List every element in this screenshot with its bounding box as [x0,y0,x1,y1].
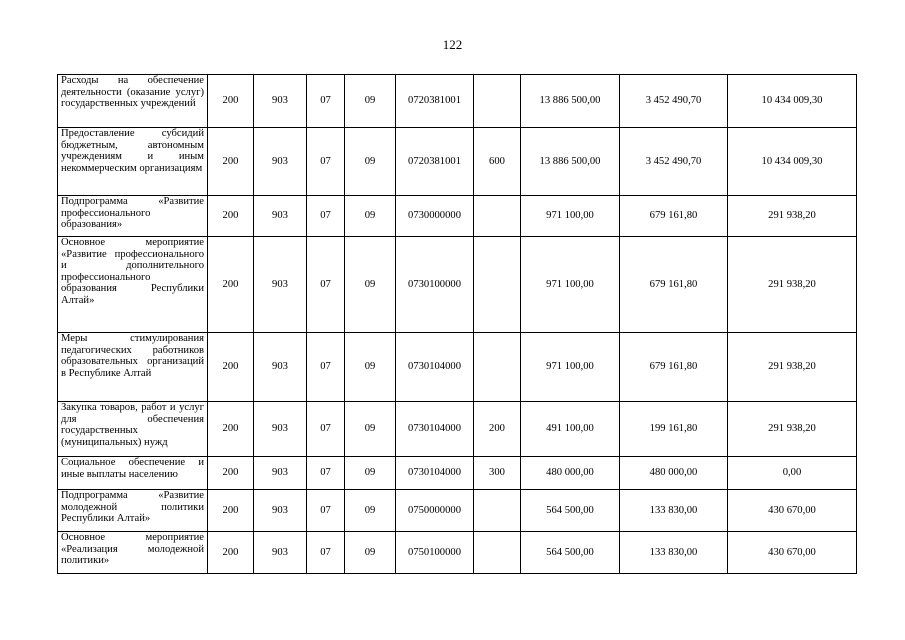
expense-type-cell [474,237,521,333]
code-cell: 200 [208,490,254,532]
table-row [58,237,857,333]
ministry-cell: 903 [254,333,307,402]
target-article-cell: 0730100000 [396,237,474,333]
subsection-cell: 09 [345,75,396,128]
expense-type-cell [474,532,521,574]
executed-cell: 3 452 490,70 [620,128,728,196]
code-cell: 200 [208,532,254,574]
amount-cell: 13 886 500,00 [521,75,620,128]
target-article-cell: 0720381001 [396,128,474,196]
subsection-cell: 09 [345,333,396,402]
subsection-cell: 09 [345,490,396,532]
code-cell: 200 [208,333,254,402]
expense-type-cell: 300 [474,457,521,490]
ministry-cell: 903 [254,128,307,196]
remaining-cell: 291 938,20 [728,196,857,237]
table-row [58,128,857,196]
ministry-cell: 903 [254,457,307,490]
executed-cell: 3 452 490,70 [620,75,728,128]
row-name-cell: Закупка товаров, работ и услуг для обеспечения государственных (муниципальных) нужд [58,402,208,457]
code-cell: 200 [208,457,254,490]
amount-cell: 971 100,00 [521,333,620,402]
executed-cell: 679 161,80 [620,196,728,237]
row-name-cell: Предоставление субсидий бюджетным, автономным учреждениям и иным некоммерческим организациям [58,128,208,196]
code-cell: 200 [208,128,254,196]
remaining-cell: 291 938,20 [728,237,857,333]
row-name-cell: Подпрограмма «Развитие молодежной политики Республики Алтай» [58,490,208,532]
row-name-cell: Расходы на обеспечение деятельности (оказание услуг) государственных учреждений [58,75,208,128]
subsection-cell: 09 [345,237,396,333]
section-cell: 07 [307,196,345,237]
target-article-cell: 0730000000 [396,196,474,237]
executed-cell: 199 161,80 [620,402,728,457]
section-cell: 07 [307,237,345,333]
row-name-cell: Подпрограмма «Развитие профессионального образования» [58,196,208,237]
section-cell: 07 [307,128,345,196]
expense-type-cell [474,75,521,128]
remaining-cell: 10 434 009,30 [728,128,857,196]
amount-cell: 564 500,00 [521,490,620,532]
ministry-cell: 903 [254,196,307,237]
code-cell: 200 [208,237,254,333]
section-cell: 07 [307,333,345,402]
code-cell: 200 [208,402,254,457]
table-row [58,402,857,457]
executed-cell: 679 161,80 [620,237,728,333]
target-article-cell: 0720381001 [396,75,474,128]
executed-cell: 679 161,80 [620,333,728,402]
row-name-cell: Основное мероприятие «Реализация молодежной политики» [58,532,208,574]
ministry-cell: 903 [254,402,307,457]
expense-type-cell: 600 [474,128,521,196]
table-row [58,75,857,128]
table-row [58,532,857,574]
code-cell: 200 [208,75,254,128]
remaining-cell: 0,00 [728,457,857,490]
amount-cell: 971 100,00 [521,196,620,237]
amount-cell: 480 000,00 [521,457,620,490]
subsection-cell: 09 [345,402,396,457]
expense-type-cell [474,196,521,237]
remaining-cell: 10 434 009,30 [728,75,857,128]
remaining-cell: 430 670,00 [728,490,857,532]
target-article-cell: 0750100000 [396,532,474,574]
target-article-cell: 0730104000 [396,333,474,402]
executed-cell: 133 830,00 [620,532,728,574]
target-article-cell: 0730104000 [396,457,474,490]
ministry-cell: 903 [254,532,307,574]
amount-cell: 971 100,00 [521,237,620,333]
row-name-cell: Основное мероприятие «Развитие профессионального и дополнительного профессионального образования Республики Алтай» [58,237,208,333]
amount-cell: 564 500,00 [521,532,620,574]
target-article-cell: 0750000000 [396,490,474,532]
expense-type-cell [474,333,521,402]
row-name-cell: Социальное обеспечение и иные выплаты населению [58,457,208,490]
executed-cell: 133 830,00 [620,490,728,532]
ministry-cell: 903 [254,75,307,128]
amount-cell: 13 886 500,00 [521,128,620,196]
table-row [58,333,857,402]
table-row [58,490,857,532]
section-cell: 07 [307,402,345,457]
page-number: 122 [442,37,463,52]
amount-cell: 491 100,00 [521,402,620,457]
section-cell: 07 [307,532,345,574]
section-cell: 07 [307,457,345,490]
expense-type-cell: 200 [474,402,521,457]
table-row [58,457,857,490]
subsection-cell: 09 [345,196,396,237]
section-cell: 07 [307,490,345,532]
remaining-cell: 291 938,20 [728,333,857,402]
table-row [58,196,857,237]
subsection-cell: 09 [345,457,396,490]
ministry-cell: 903 [254,237,307,333]
budget-table [57,74,857,574]
row-name-cell: Меры стимулирования педагогических работников образовательных организаций в Республике Алтай [58,333,208,402]
executed-cell: 480 000,00 [620,457,728,490]
expense-type-cell [474,490,521,532]
ministry-cell: 903 [254,490,307,532]
code-cell: 200 [208,196,254,237]
subsection-cell: 09 [345,532,396,574]
remaining-cell: 430 670,00 [728,532,857,574]
subsection-cell: 09 [345,128,396,196]
target-article-cell: 0730104000 [396,402,474,457]
remaining-cell: 291 938,20 [728,402,857,457]
section-cell: 07 [307,75,345,128]
